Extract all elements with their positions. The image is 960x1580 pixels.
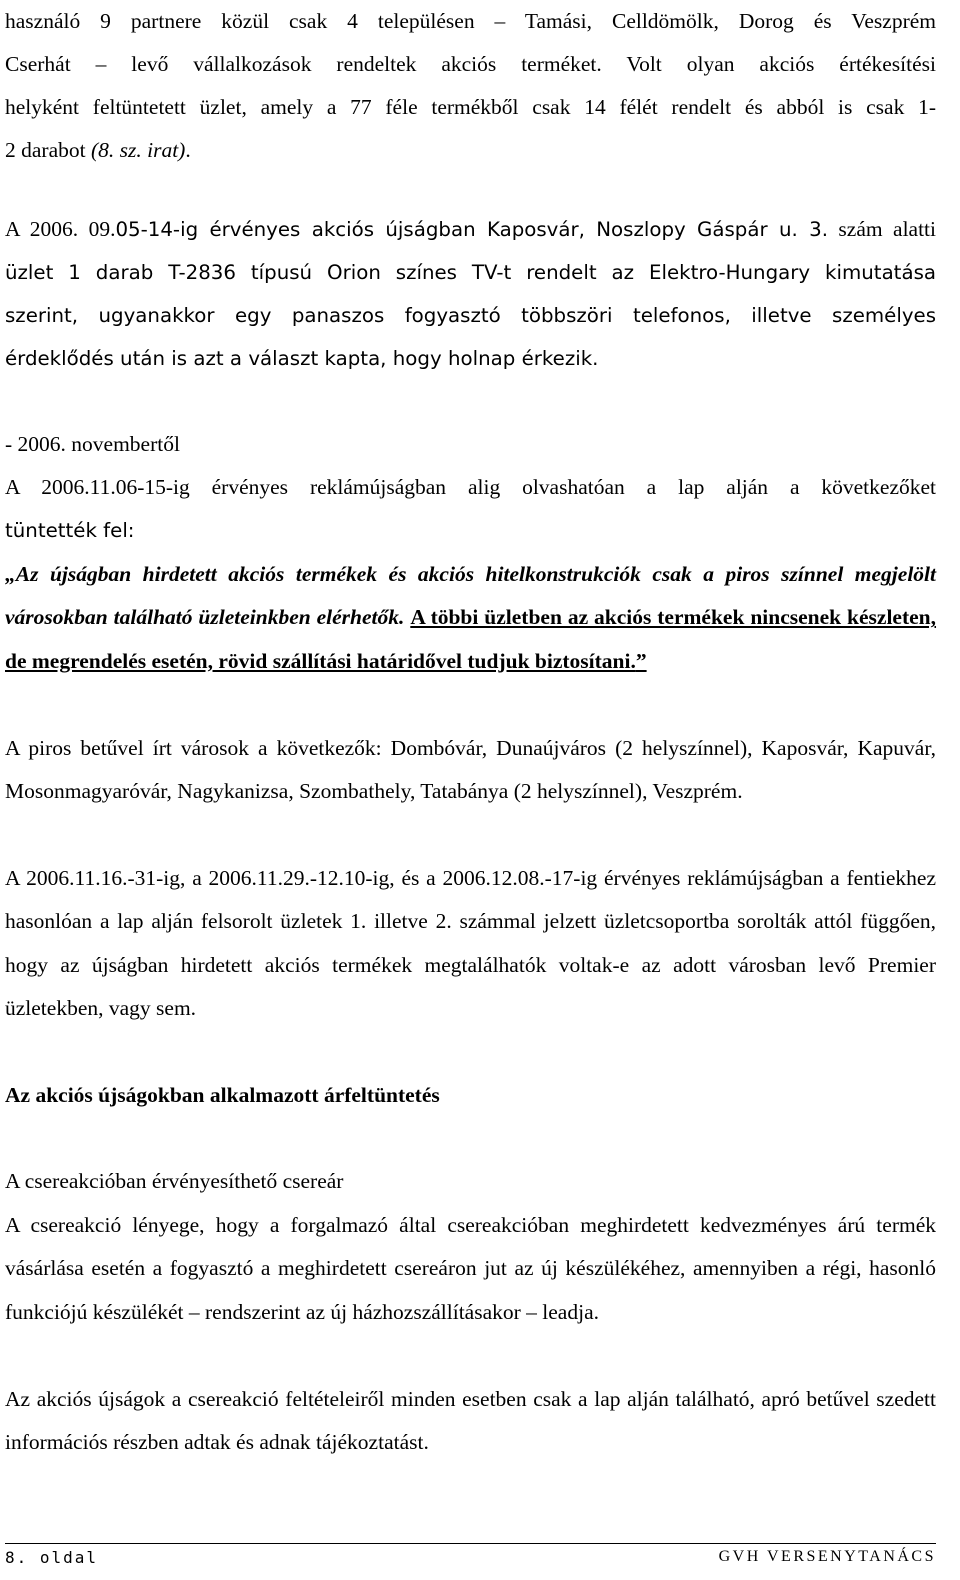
subsection-heading: A csereakcióban érvényesíthető csereár (5, 1169, 344, 1193)
paragraph-line: A 2006. 09.05-14-ig érvényes akciós újságban Kaposvár, Noszlopy Gáspár u. 3. szám alatti (5, 217, 937, 241)
paragraph-line: A 2006.11.06-15-ig érvényes reklámújságban alig olvashatóan a lap alján a következőket (5, 475, 937, 499)
section-heading: Az akciós újságokban alkalmazott árfeltüntetés (5, 1083, 440, 1107)
paragraph-line: szerint, ugyanakkor egy panaszos fogyasztó többszöri telefonos, illetve személyes (5, 304, 936, 327)
paragraph-line: - 2006. novembertől (5, 432, 180, 456)
paragraph: A csereakció lényege, hogy a forgalmazó által csereakcióban meghirdetett kedvezményes árú termék vásárlása esetén a fogyasztó a meghirdetett csereáron jut az új készülékéhez, amennyiben a régi, hasonló funkciójú készülékét – rendszerint az új házhozszállításakor – leadja. (5, 1213, 936, 1324)
footer-organization: GVH VERSENYTANÁCS (718, 1548, 936, 1565)
paragraph-line: üzlet 1 darab T-2836 típusú Orion színes TV-t rendelt az Elektro-Hungary kimutatása (5, 261, 936, 284)
paragraph-line: 2 darabot (8. sz. irat). (5, 138, 191, 162)
paragraph: Az akciós újságok a csereakció feltételeiről minden esetben csak a lap alján található, apró betűvel szedett információs részben adtak és adnak tájékoztatást. (5, 1387, 936, 1455)
cities-paragraph: A piros betűvel írt városok a következők: Dombóvár, Dunaújváros (2 helyszínnel), Kaposvár, Kapuvár, Mosonmagyaróvár, Nagykanizsa, Szombathely, Tatabánya (2 helyszínnel), Veszprém. (5, 736, 936, 804)
quoted-notice: „Az újságban hirdetett akciós termékek és akciós hitelkonstrukciók csak a piros színnel megjelölt városokban található üzleteinkben elérhetők. A többi üzletben az akciós termékek nincsenek készleten, de megrendelés esetén, rövid szállítási határidővel tudjuk biztosítani.” (5, 562, 937, 673)
quote-bold-italic: „Az újságban hirdetett akciós termékek és akciós hitelkonstrukciók csak a piros színnel megjelölt városokban található üzleteinkben elérhetők. (5, 562, 936, 630)
document-reference: (8. sz. irat) (90, 138, 186, 162)
paragraph-line: érdeklődés után is azt a választ kapta, hogy holnap érkezik. (5, 347, 599, 370)
dates-paragraph: A 2006.11.16.-31-ig, a 2006.11.29.-12.10-ig, és a 2006.12.08.-17-ig érvényes reklámújságban a fentiekhez hasonlóan a lap alján felsorolt üzletek 1. illetve 2. számmal jelzett üzletcsoportba sorolták attól függően, hogy az újságban hirdetett akciós termékek megtalálhatók voltak-e az adott városban levő Premier üzletekben, vagy sem. (5, 866, 936, 1021)
paragraph-line: helyként feltüntetett üzlet, amely a 77 féle termékből csak 14 félét rendelt és abból is csak 1- (5, 95, 936, 119)
paragraph-line: Cserhát – levő vállalkozások rendeltek akciós terméket. Volt olyan akciós értékesítési (5, 52, 936, 76)
paragraph-line: használó 9 partnere közül csak 4 településen – Tamási, Celldömölk, Dorog és Veszprém (5, 9, 936, 33)
footer-divider (5, 1543, 936, 1544)
paragraph-line: tüntették fel: (5, 519, 135, 542)
page-number: 8. oldal (5, 1548, 99, 1567)
quote-bold-underline: A többi üzletben az akciós termékek nincsenek készleten, de megrendelés esetén, rövid szállítási határidővel tudjuk biztosítani. (5, 605, 937, 673)
